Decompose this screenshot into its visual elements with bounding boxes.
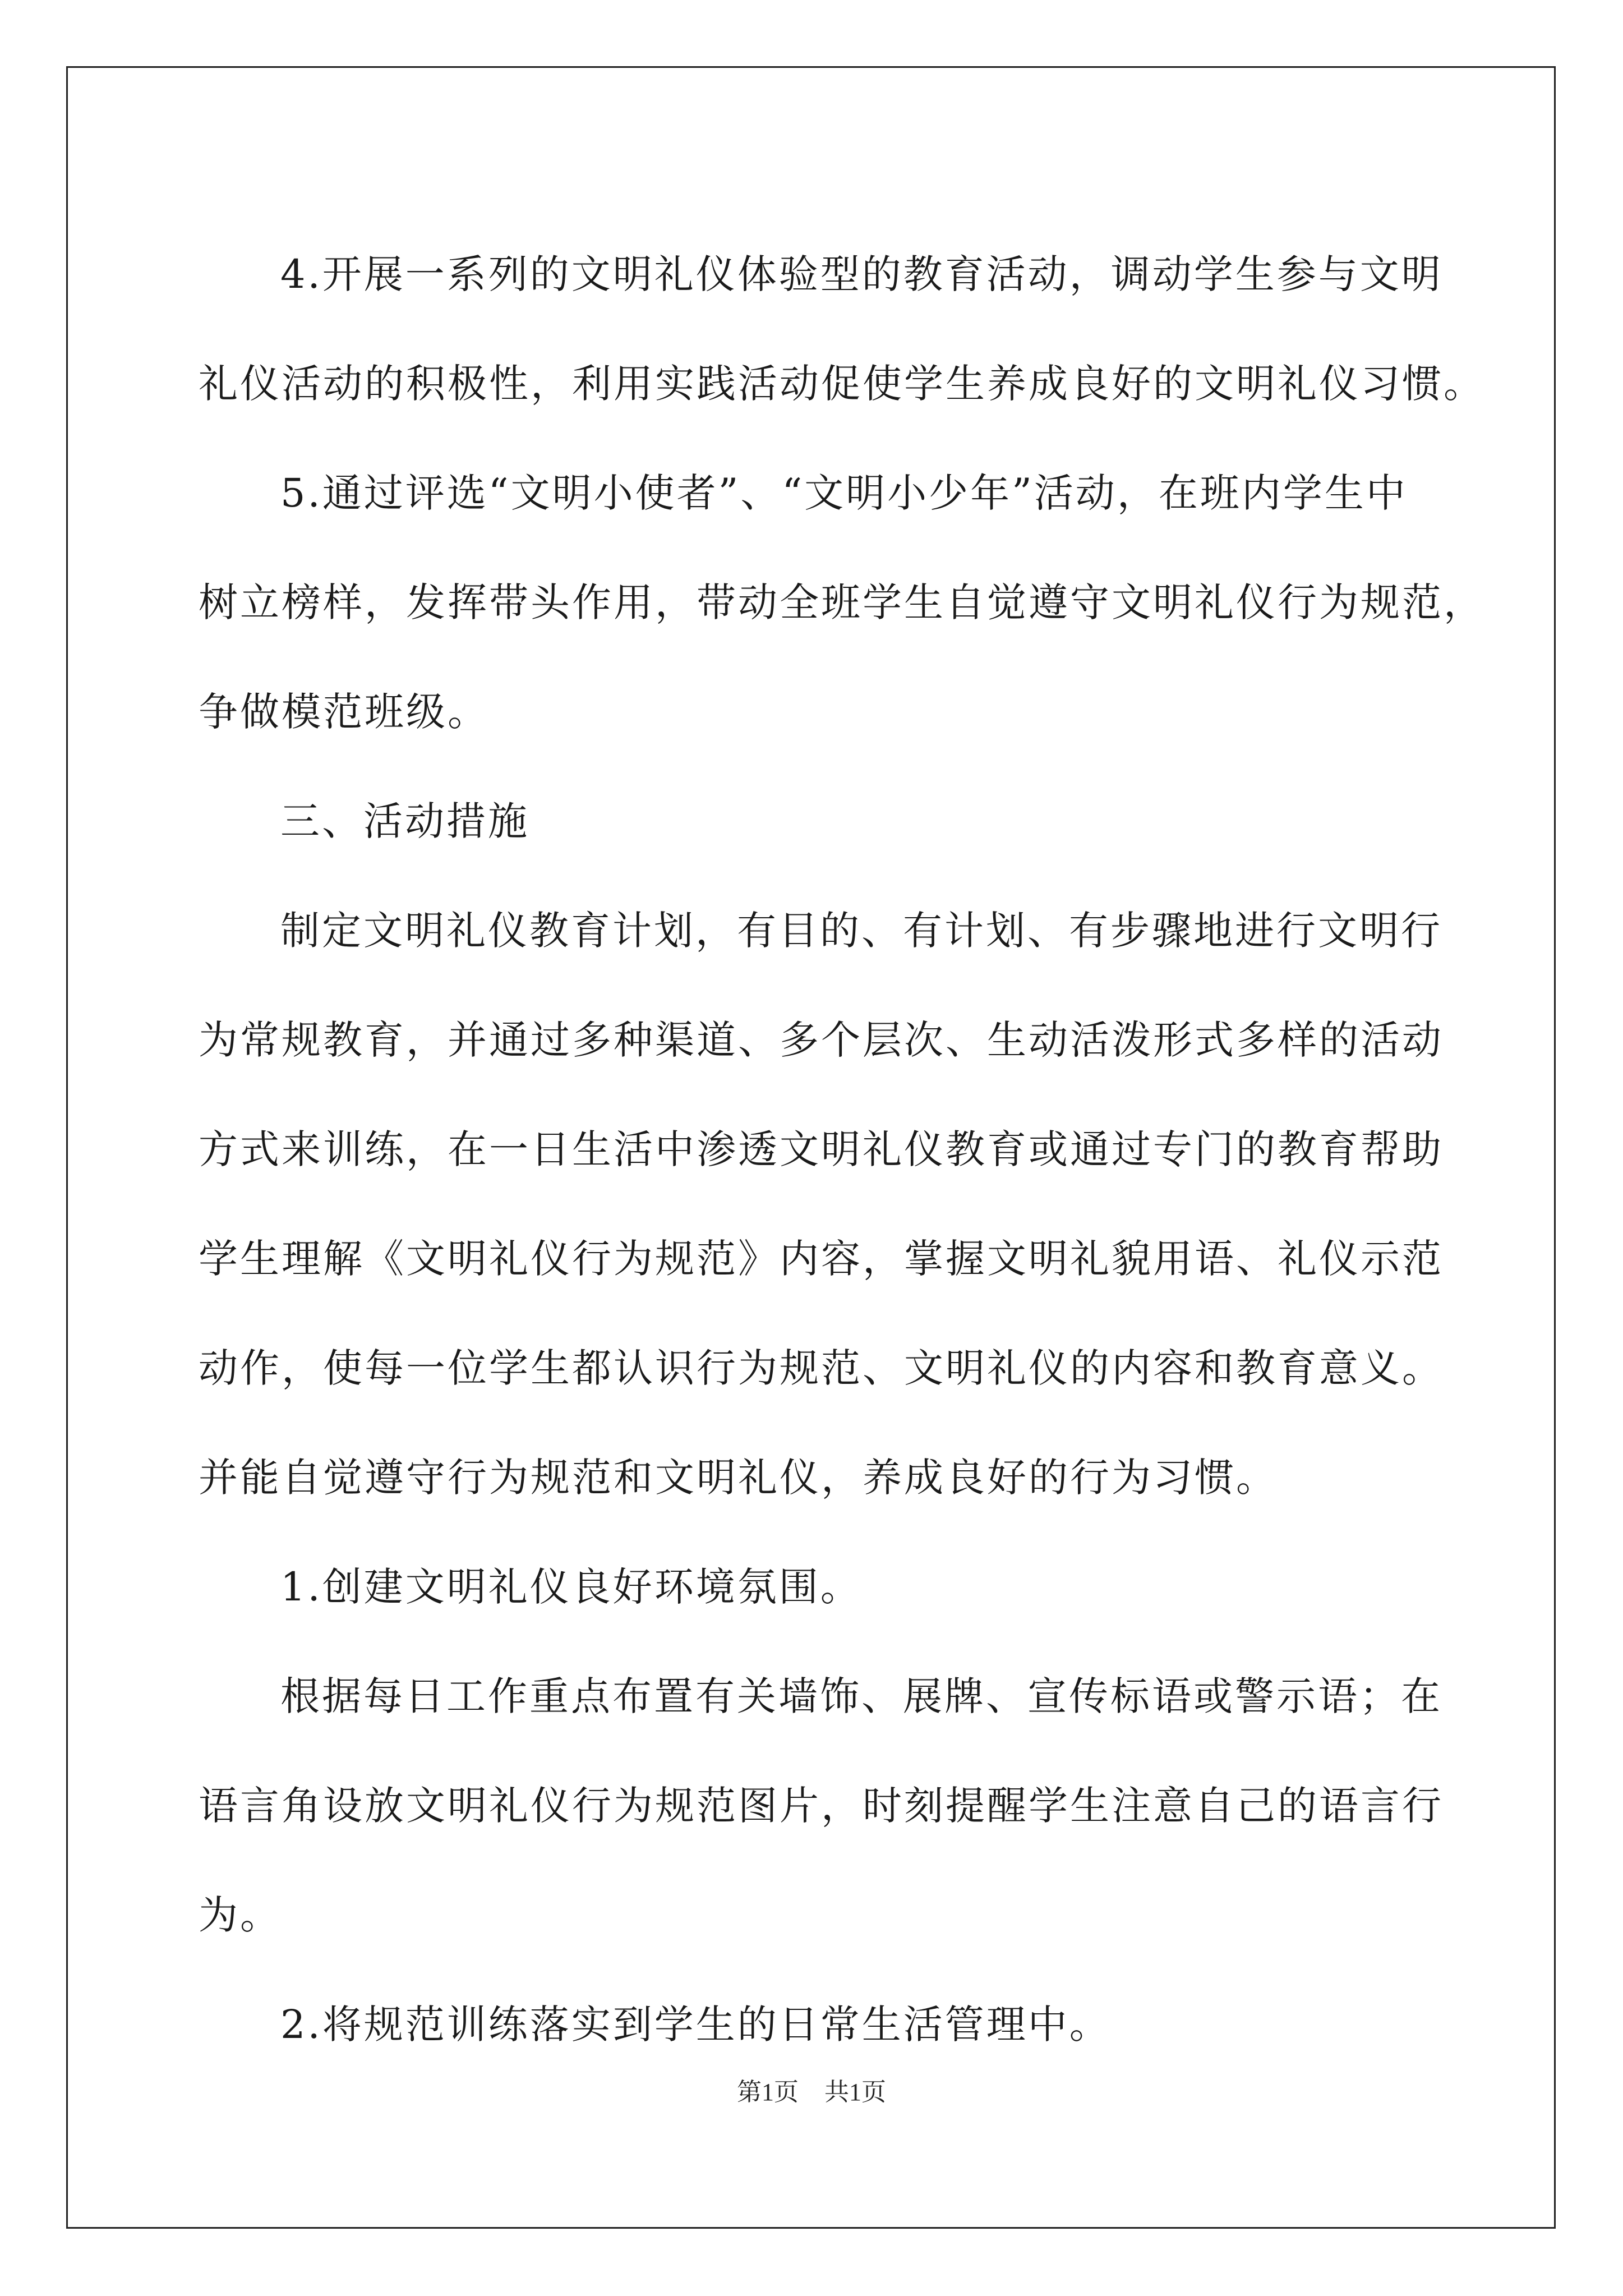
- paragraph-line: 争做模范班级。: [199, 689, 489, 735]
- document-body: [199, 220, 1485, 2079]
- page-total: 共1页: [824, 2078, 886, 2106]
- page-number: 第1页: [737, 2078, 799, 2106]
- paragraph-line: 礼仪活动的积极性，利用实践活动促使学生养成良好的文明礼仪习惯。: [199, 361, 1485, 407]
- paragraph-line: 根据每日工作重点布置有关墙饰、展牌、宣传标语或警示语；在: [280, 1673, 1442, 1719]
- paragraph-line: 2.将规范训练落实到学生的日常生活管理中。: [280, 2001, 1111, 2047]
- section-heading: 三、活动措施: [280, 798, 529, 844]
- paragraph-line: 学生理解《文明礼仪行为规范》内容，掌握文明礼貌用语、礼仪示范: [199, 1236, 1444, 1282]
- paragraph-line: 并能自觉遵守行为规范和文明礼仪，养成良好的行为习惯。: [199, 1455, 1278, 1501]
- paragraph-line: 制定文明礼仪教育计划，有目的、有计划、有步骤地进行文明行: [280, 908, 1442, 954]
- paragraph-line: 5.通过评选“文明小使者”、“文明小少年”活动，在班内学生中: [280, 470, 1408, 516]
- paragraph-line: 树立榜样，发挥带头作用，带动全班学生自觉遵守文明礼仪行为规范，: [199, 579, 1485, 625]
- paragraph-line: 语言角设放文明礼仪行为规范图片，时刻提醒学生注意自己的语言行: [199, 1783, 1444, 1829]
- paragraph-line: 方式来训练，在一日生活中渗透文明礼仪教育或通过专门的教育帮助: [199, 1126, 1444, 1172]
- paragraph-line: 为常规教育，并通过多种渠道、多个层次、生动活泼形式多样的活动: [199, 1017, 1444, 1063]
- paragraph-line: 动作，使每一位学生都认识行为规范、文明礼仪的内容和教育意义。: [199, 1345, 1444, 1391]
- page-footer: [0, 2076, 1623, 2109]
- paragraph-line: 1.创建文明礼仪良好环境氛围。: [280, 1564, 862, 1610]
- paragraph-line: 为。: [199, 1892, 282, 1938]
- paragraph-line: 4.开展一系列的文明礼仪体验型的教育活动，调动学生参与文明: [280, 251, 1443, 297]
